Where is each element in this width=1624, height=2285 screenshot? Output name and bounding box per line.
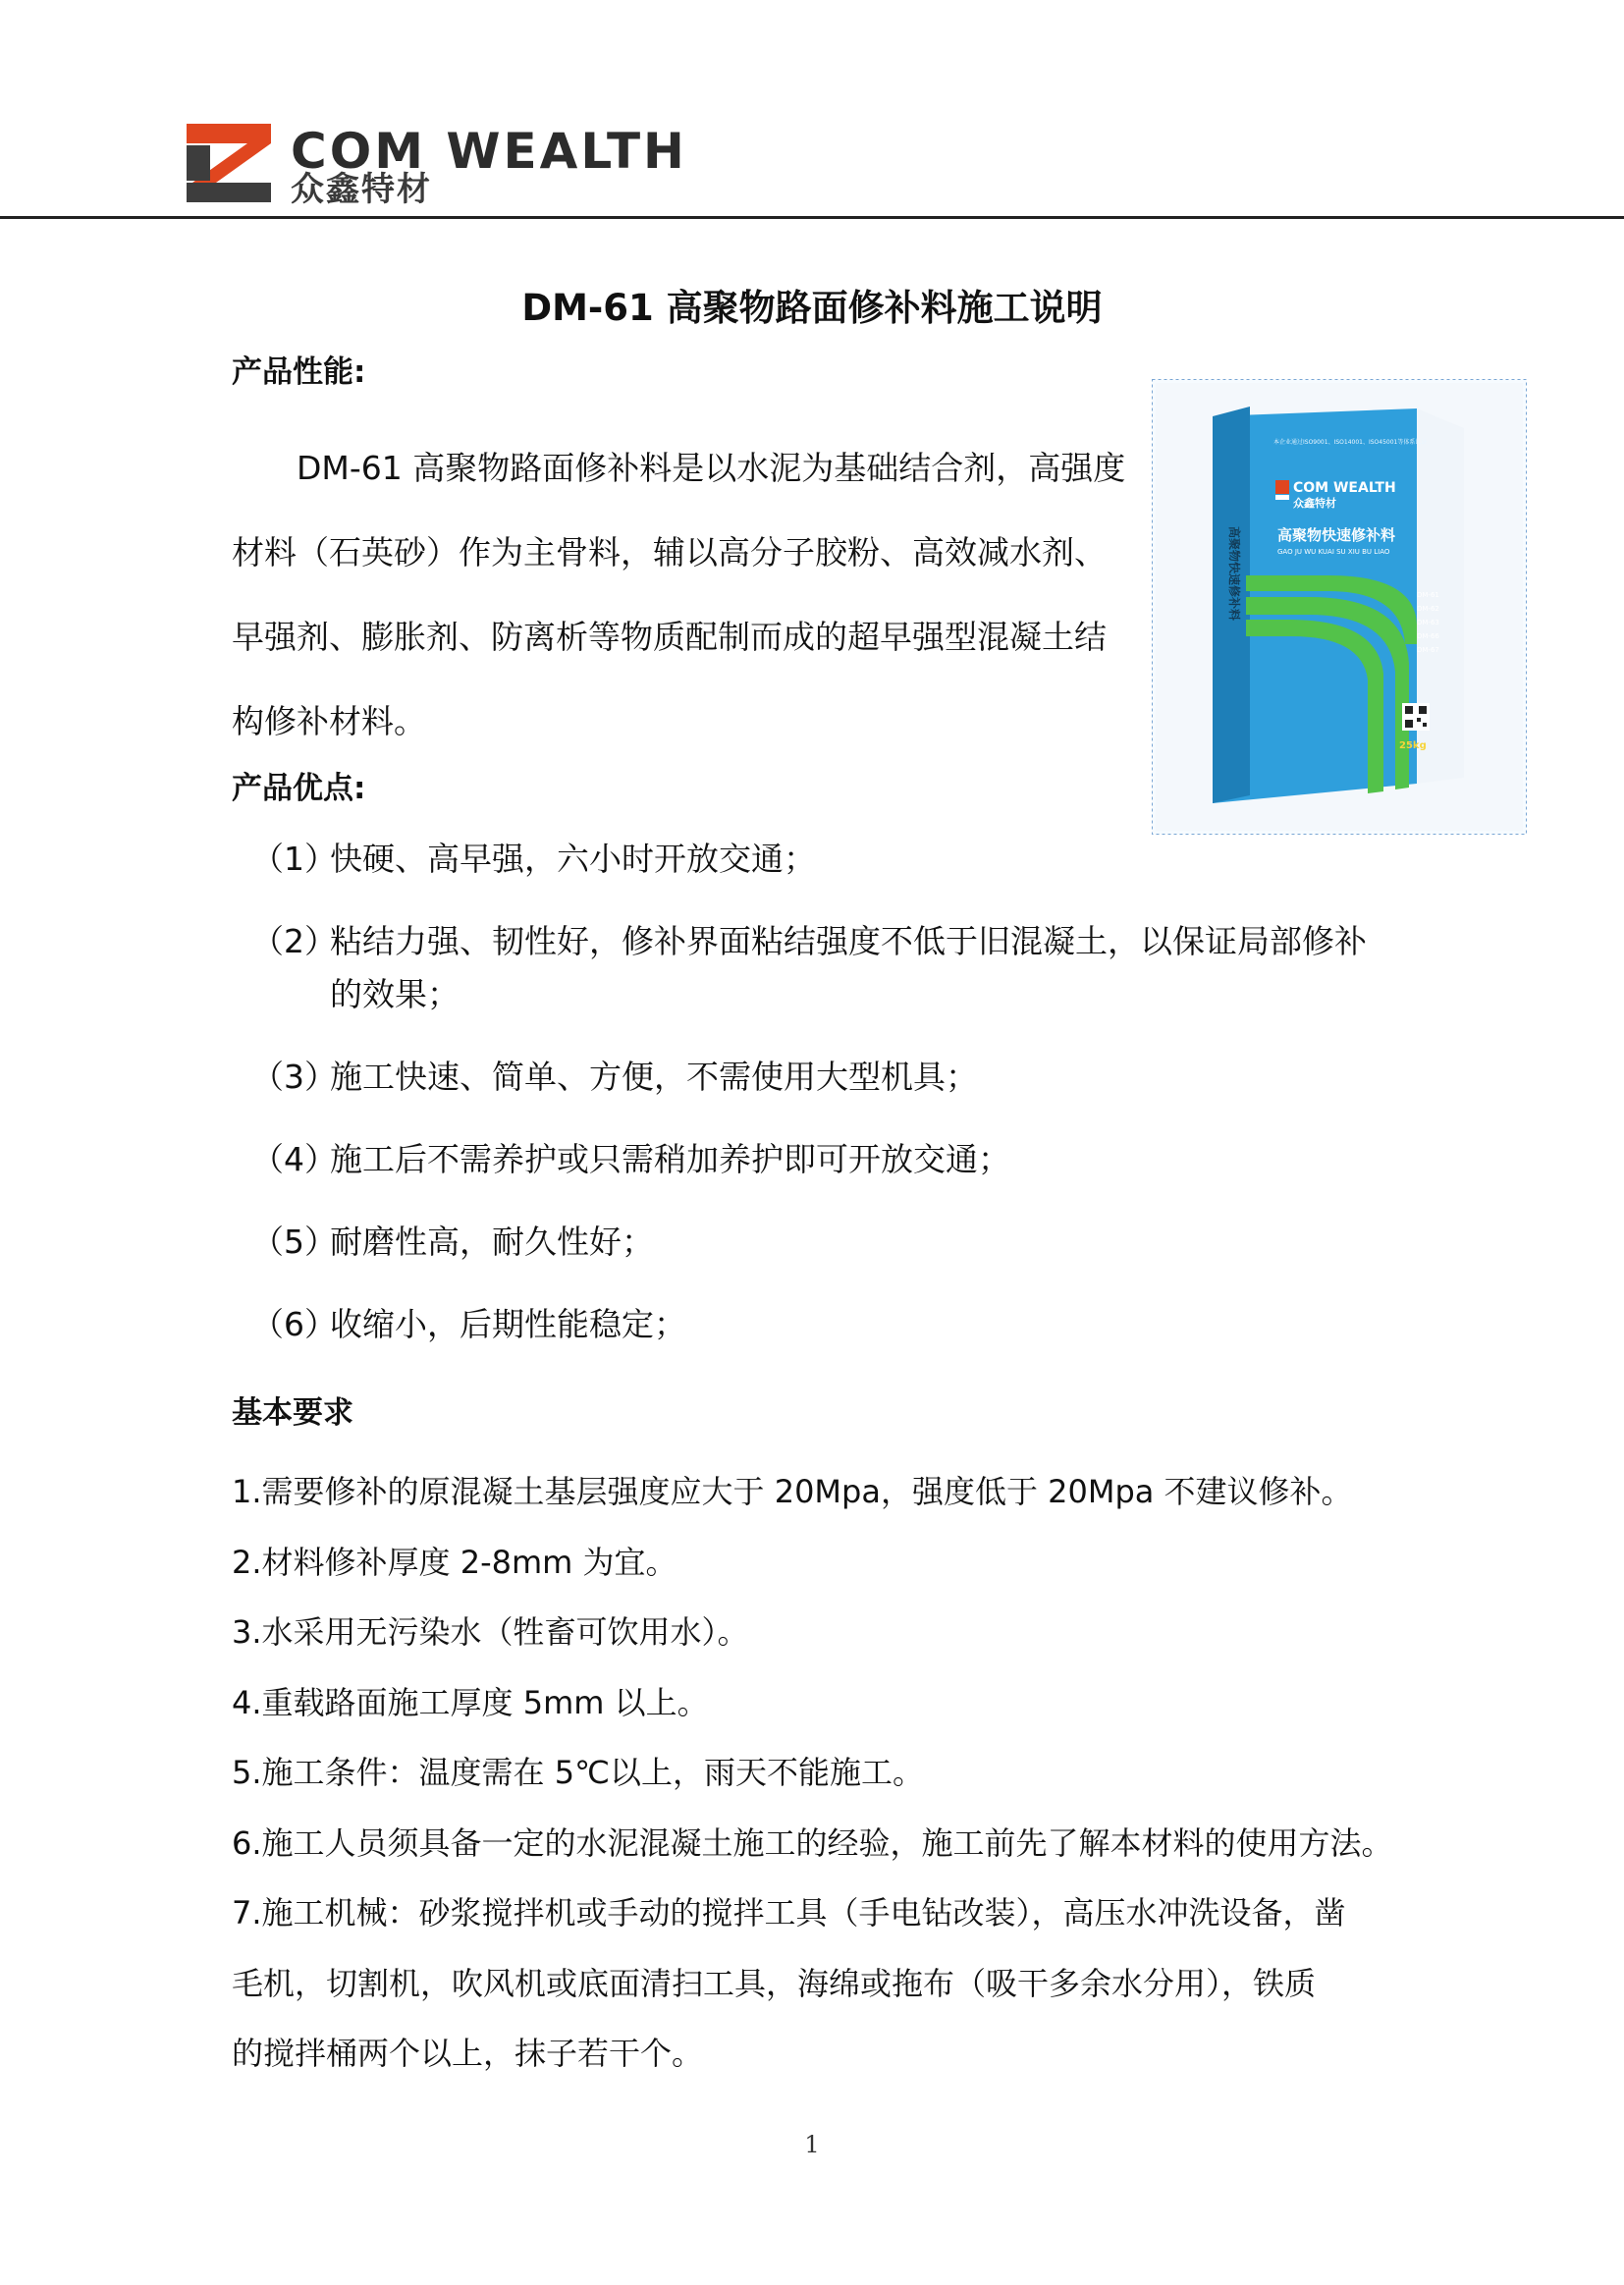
requirement-line: 毛机，切割机，吹风机或底面清扫工具，海绵或拖布（吸干多余水分用），铁质: [232, 1964, 1317, 2002]
requirement-line: 6.施工人员须具备一定的水泥混凝土施工的经验，施工前先了解本材料的使用方法。: [232, 1823, 1393, 1862]
list-item: [232, 1133, 1430, 1186]
performance-line: 材料（石英砂）作为主骨料，辅以高分子胶粉、高效减水剂、: [232, 533, 1107, 571]
list-item-number: （1）: [251, 840, 337, 878]
document-title: DM-61 高聚物路面修补料施工说明: [521, 287, 1103, 329]
requirement-line: 1.需要修补的原混凝土基层强度应大于 20Mpa，强度低于 20Mpa 不建议修补。: [232, 1473, 1353, 1510]
section-heading-advantages: 产品优点:: [232, 771, 366, 806]
section-heading-performance: 产品性能:: [232, 354, 366, 390]
list-item-number: （4）: [251, 1140, 337, 1178]
product-bag-image: [1152, 379, 1527, 835]
bag-model: DM-61: [1417, 591, 1439, 599]
requirement-line: 4.重载路面施工厚度 5mm 以上。: [232, 1683, 709, 1721]
advantages-list: [232, 833, 1430, 1381]
performance-line: 构修补材料。: [232, 702, 426, 740]
bag-model: DM-63: [1417, 619, 1439, 626]
bag-product-name: 高聚物快速修补料: [1277, 526, 1396, 544]
letterhead: [0, 0, 1624, 220]
bag-model: DM-62: [1417, 605, 1439, 613]
performance-line: 早强剂、膨胀剂、防离析等物质配制而成的超早强型混凝土结: [232, 618, 1107, 656]
performance-paragraph: [232, 426, 1135, 764]
company-logo-icon: [187, 124, 271, 202]
list-item: [232, 1298, 1430, 1351]
bag-brand-en: COM WEALTH: [1293, 480, 1396, 496]
requirement-line: 5.施工条件：温度需在 5℃以上，雨天不能施工。: [232, 1754, 925, 1791]
bag-model: DM-67: [1417, 646, 1439, 654]
list-item-text: 粘结力强、韧性好，修补界面粘结强度不低于旧混凝土，以保证局部修补: [330, 922, 1367, 960]
requirement-line: 的搅拌桶两个以上，抹子若干个。: [232, 2035, 704, 2072]
list-item-text: 耐磨性高，耐久性好；: [330, 1223, 654, 1261]
performance-line: DM-61 高聚物路面修补料是以水泥为基础结合剂，高强度: [297, 449, 1126, 487]
list-item: [232, 1216, 1430, 1269]
list-item-text: 施工快速、简单、方便，不需使用大型机具；: [330, 1058, 978, 1096]
list-item-number: （2）: [251, 922, 337, 960]
requirement-line: 2.材料修补厚度 2-8mm 为宜。: [232, 1543, 677, 1581]
bag-model: DM-66: [1417, 632, 1439, 640]
bag-brand-cn: 众鑫特材: [1293, 497, 1336, 510]
list-item-text: 快硬、高早强，六小时开放交通；: [330, 840, 816, 878]
list-item-text: 收缩小，后期性能稳定；: [330, 1305, 686, 1343]
header-divider: [0, 216, 1624, 219]
list-item-text: 施工后不需养护或只需稍加养护即可开放交通；: [330, 1140, 1010, 1178]
list-item: [232, 833, 1430, 886]
bag-cert-text: 本企业通过ISO9001、ISO14001、ISO45001等体系认证: [1273, 439, 1428, 446]
bag-side-text: 高聚物快速修补料: [1227, 526, 1241, 622]
requirement-line: 3.水采用无污染水（牲畜可饮用水）。: [232, 1613, 749, 1651]
requirement-line: 7.施工机械：砂浆搅拌机或手动的搅拌工具（手电钻改装），高压水冲洗设备，凿: [232, 1894, 1346, 1931]
bag-pinyin: GAO JU WU KUAI SU XIU BU LIAO: [1277, 548, 1390, 556]
brand-name-en: COM WEALTH: [291, 123, 687, 180]
requirements-list: [232, 1457, 1435, 2090]
brand-name-cn: 众鑫特材: [291, 170, 432, 209]
list-item: [232, 915, 1430, 1021]
list-item-number: （5）: [251, 1223, 337, 1261]
list-item-text: 的效果；: [330, 975, 460, 1013]
list-item-number: （3）: [251, 1058, 337, 1096]
list-item-number: （6）: [251, 1305, 337, 1343]
section-heading-requirements: 基本要求: [232, 1395, 353, 1431]
page-number: 1: [804, 2131, 820, 2158]
bag-weight: 25kg: [1399, 740, 1427, 751]
list-item: [232, 1051, 1430, 1104]
